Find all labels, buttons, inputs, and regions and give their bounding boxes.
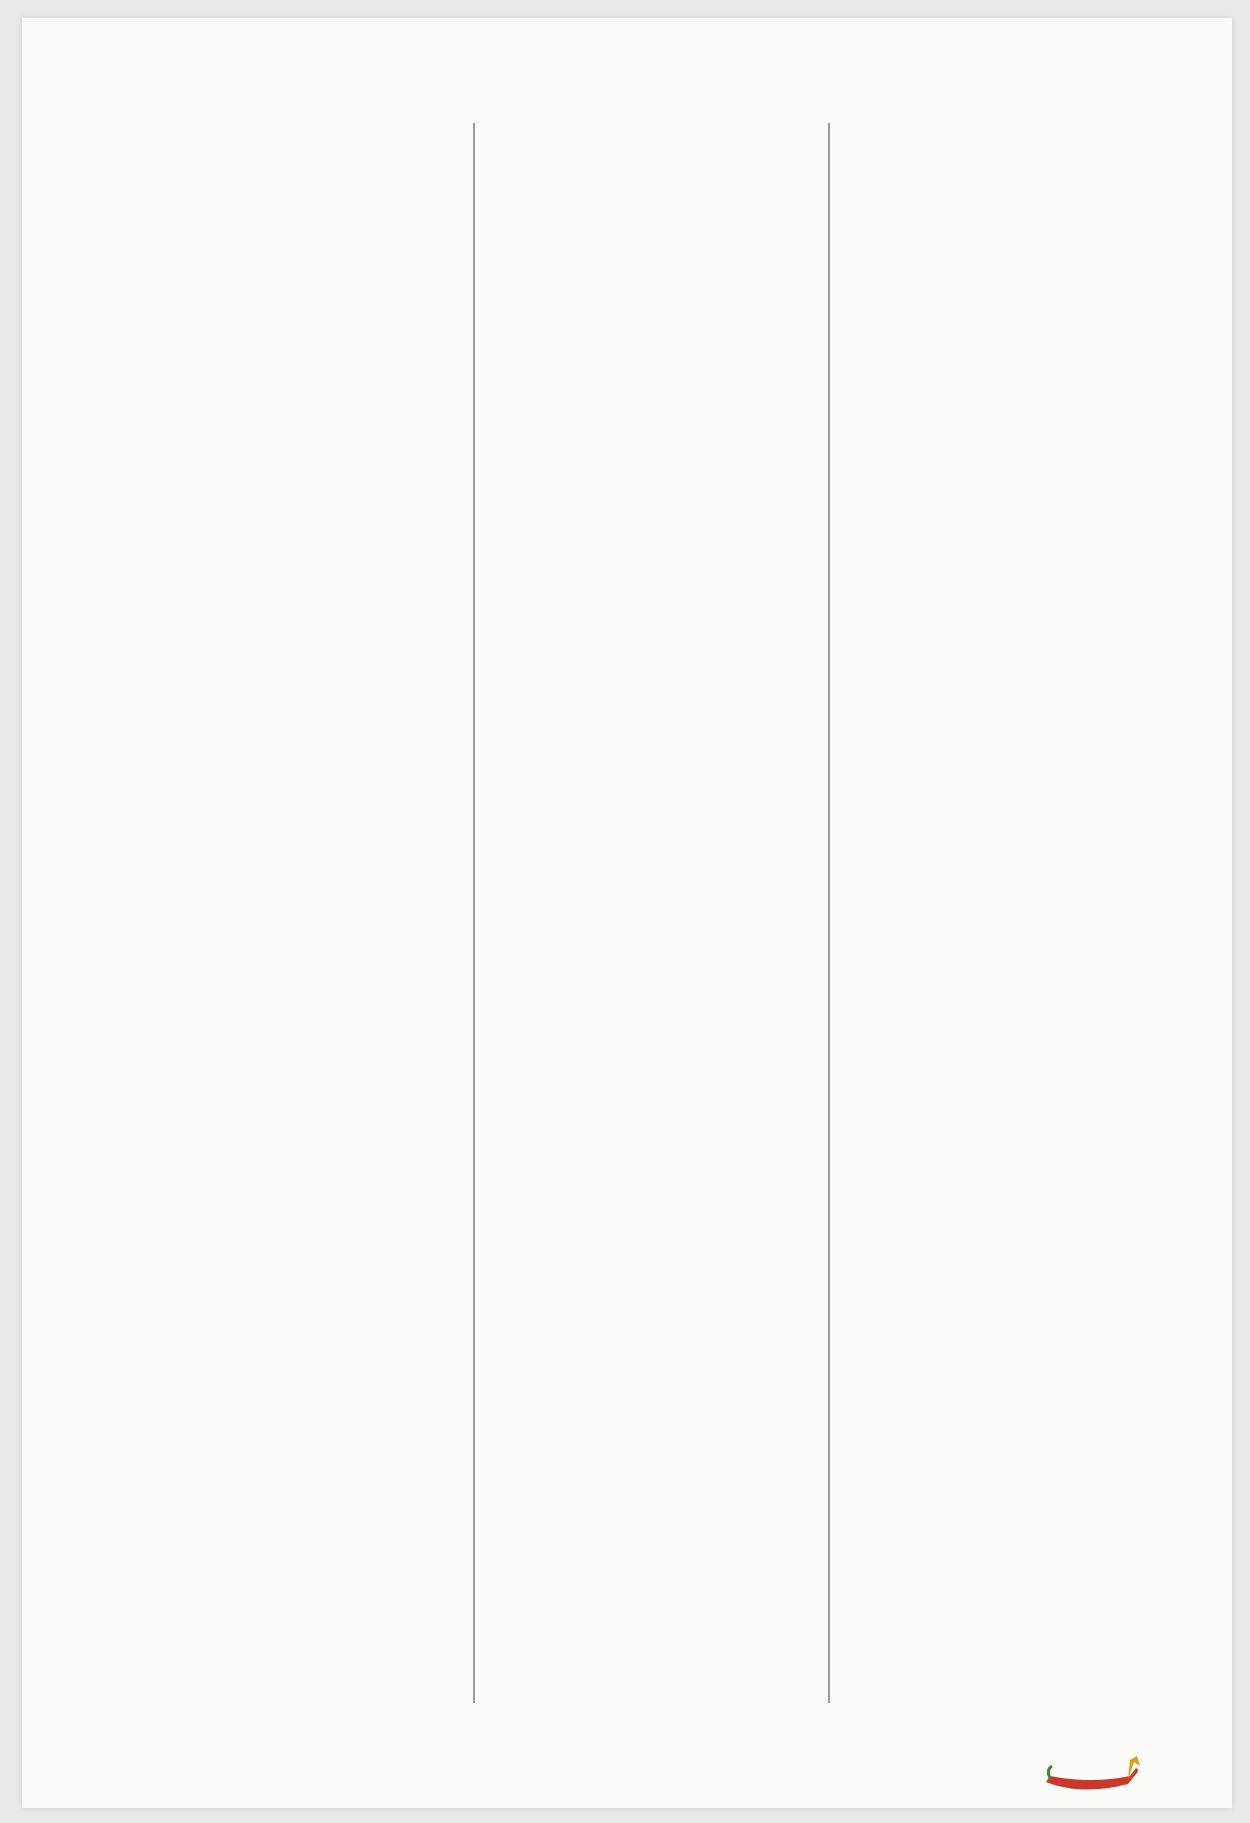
answer-column-1: [22, 18, 472, 1808]
answer-column-2: [472, 18, 832, 1808]
answer-page: [22, 18, 1232, 1808]
answer-column-3: [832, 18, 1250, 1808]
dragon-boat-icon: [1042, 1740, 1142, 1800]
